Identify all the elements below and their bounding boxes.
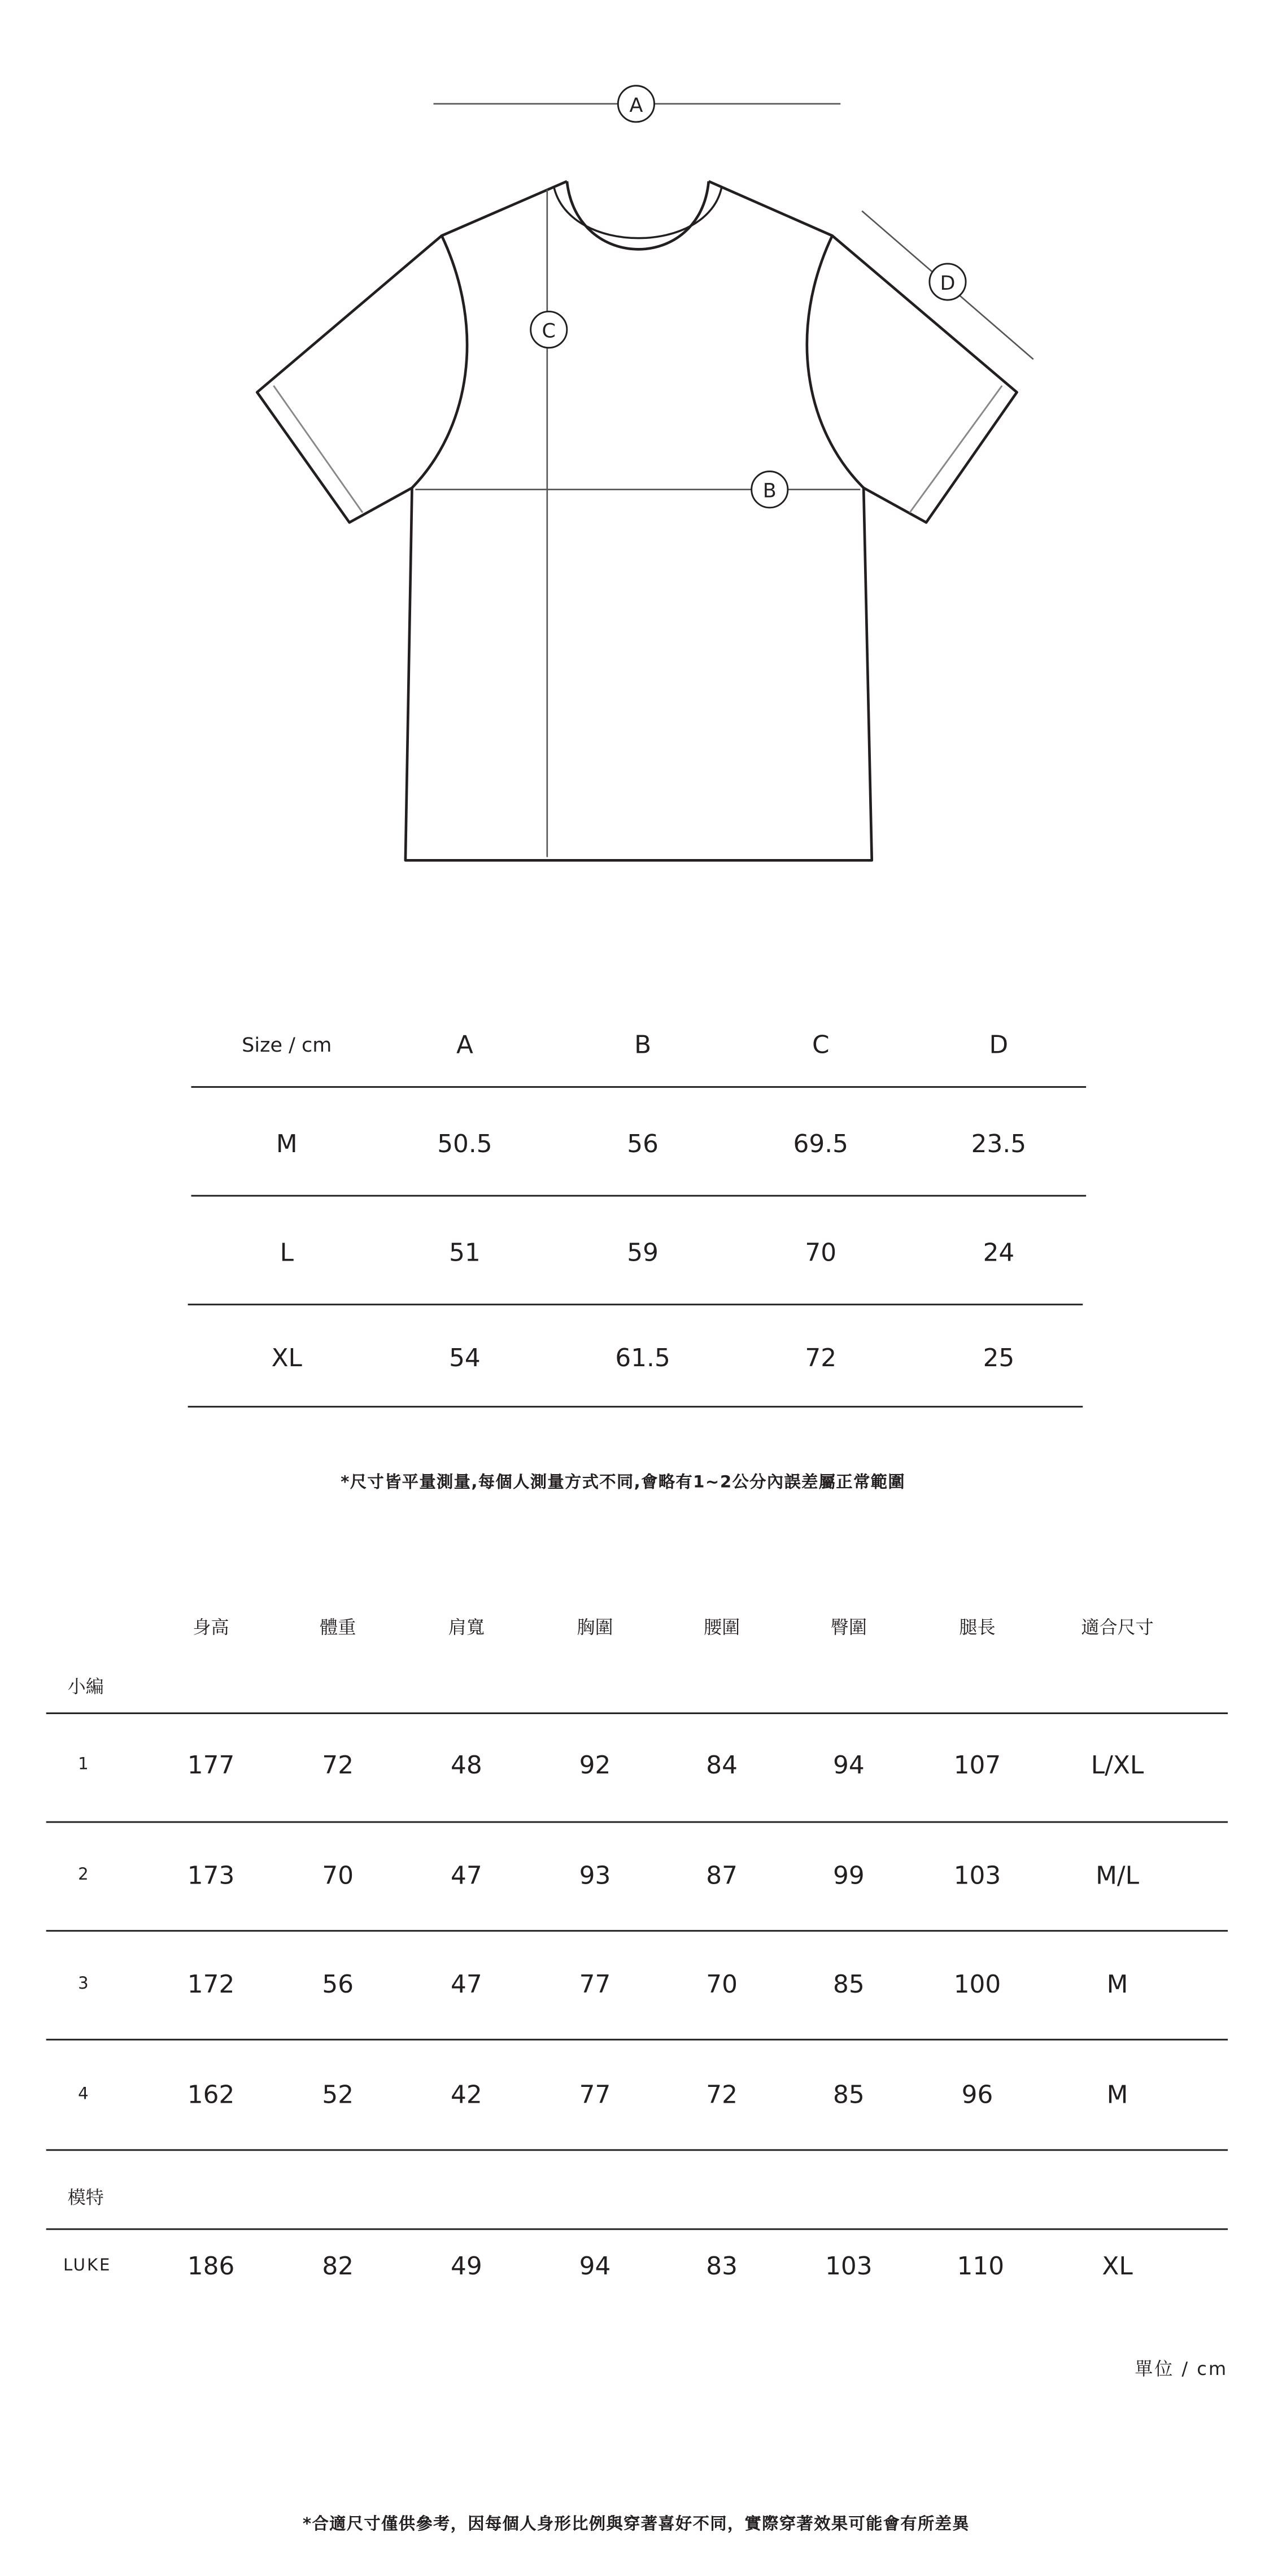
- fit-cell: 162: [187, 2080, 235, 2110]
- divider: [46, 1712, 1228, 1714]
- fit-header-cell: 腿長: [959, 1616, 996, 1638]
- size-cell: 51: [449, 1237, 481, 1268]
- fit-header-cell: 身高: [193, 1616, 229, 1638]
- size-cell: 54: [449, 1343, 481, 1373]
- fit-cell: 42: [450, 2080, 482, 2110]
- fit-cell: M: [1106, 1969, 1128, 1999]
- fit-cell: 47: [450, 1969, 482, 1999]
- fit-cell: 87: [706, 1860, 738, 1891]
- group-label-model: 模特: [67, 2187, 104, 2209]
- size-cell: 72: [805, 1343, 837, 1373]
- size-cell: M: [276, 1128, 298, 1159]
- group-label-staff: 小編: [67, 1676, 104, 1698]
- row-label: 3: [78, 1975, 90, 1994]
- right-cuff-line: [910, 386, 1002, 513]
- fit-cell: M: [1106, 2080, 1128, 2110]
- size-cell: 50.5: [437, 1128, 492, 1159]
- size-cell: 23.5: [971, 1128, 1027, 1159]
- fit-cell: 49: [450, 2251, 482, 2281]
- fit-cell: 52: [322, 2080, 354, 2110]
- fit-cell: 177: [187, 1750, 235, 1780]
- unit-label: 單位 / cm: [1135, 2358, 1228, 2380]
- size-cell: 69.5: [793, 1128, 849, 1159]
- divider: [188, 1304, 1083, 1305]
- row-label: 4: [78, 2085, 90, 2104]
- row-label: 1: [78, 1756, 90, 1775]
- fit-cell: 70: [706, 1969, 738, 1999]
- divider: [191, 1195, 1087, 1197]
- fit-note: *合適尺寸僅供參考，因每個人身形比例與穿著喜好不同，實際穿著效果可能會有所差異: [302, 2516, 970, 2534]
- divider: [46, 2228, 1228, 2230]
- fit-cell: 103: [953, 1860, 1001, 1891]
- fit-cell: 48: [450, 1750, 482, 1780]
- divider: [46, 1821, 1228, 1823]
- size-cell: 70: [805, 1237, 837, 1268]
- fit-cell: 82: [322, 2251, 354, 2281]
- label-b: B: [762, 480, 777, 503]
- size-header-a: A: [456, 1030, 473, 1060]
- divider: [191, 1086, 1087, 1088]
- size-cell: XL: [271, 1343, 302, 1373]
- size-cell: 56: [627, 1128, 659, 1159]
- label-a: A: [629, 94, 643, 117]
- fit-cell: 47: [450, 1860, 482, 1891]
- fit-cell: 93: [579, 1860, 611, 1891]
- fit-cell: 72: [322, 1750, 354, 1780]
- fit-cell: 172: [187, 1969, 235, 1999]
- left-cuff-line: [273, 386, 363, 513]
- size-header-c: C: [812, 1030, 830, 1060]
- label-c: C: [542, 320, 556, 343]
- row-label: LUKE: [63, 2257, 112, 2276]
- divider: [46, 2149, 1228, 2151]
- fit-cell: 85: [833, 2080, 865, 2110]
- fit-cell: L/XL: [1091, 1750, 1144, 1780]
- fit-cell: 103: [825, 2251, 873, 2281]
- fit-cell: 110: [957, 2251, 1005, 2281]
- fit-cell: 186: [187, 2251, 235, 2281]
- collar-inner: [554, 186, 722, 238]
- size-header-label: Size / cm: [242, 1033, 332, 1057]
- divider: [188, 1406, 1083, 1407]
- divider: [46, 1930, 1228, 1932]
- fit-header-cell: 腰圍: [704, 1616, 740, 1638]
- fit-cell: 77: [579, 1969, 611, 1999]
- fit-cell: XL: [1102, 2251, 1133, 2281]
- size-header-b: B: [634, 1030, 652, 1060]
- fit-header-cell: 體重: [320, 1616, 356, 1638]
- size-header-d: D: [989, 1030, 1009, 1060]
- fit-cell: 85: [833, 1969, 865, 1999]
- right-sleeve-seam: [807, 236, 864, 487]
- fit-cell: 84: [706, 1750, 738, 1780]
- fit-cell: 100: [953, 1969, 1001, 1999]
- tshirt-diagram: [0, 0, 1269, 890]
- label-d: D: [940, 272, 956, 295]
- size-cell: 25: [983, 1343, 1015, 1373]
- fit-cell: 72: [706, 2080, 738, 2110]
- size-cell: 61.5: [615, 1343, 670, 1373]
- fit-header-cell: 肩寬: [448, 1616, 485, 1638]
- size-cell: 59: [627, 1237, 659, 1268]
- tshirt-outline: [257, 181, 1017, 860]
- fit-cell: 94: [833, 1750, 865, 1780]
- divider: [46, 2039, 1228, 2041]
- fit-cell: 56: [322, 1969, 354, 1999]
- size-cell: 24: [983, 1237, 1015, 1268]
- fit-cell: 107: [953, 1750, 1001, 1780]
- fit-cell: 99: [833, 1860, 865, 1891]
- fit-cell: 77: [579, 2080, 611, 2110]
- fit-cell: 94: [579, 2251, 611, 2281]
- fit-header-cell: 胸圍: [577, 1616, 613, 1638]
- fit-header-cell: 臀圍: [830, 1616, 867, 1638]
- fit-cell: M/L: [1096, 1860, 1140, 1891]
- fit-cell: 83: [706, 2251, 738, 2281]
- fit-cell: 96: [961, 2080, 993, 2110]
- fit-cell: 173: [187, 1860, 235, 1891]
- row-label: 2: [78, 1866, 90, 1885]
- left-sleeve-seam: [412, 236, 468, 487]
- fit-cell: 70: [322, 1860, 354, 1891]
- fit-cell: 92: [579, 1750, 611, 1780]
- measurement-note: *尺寸皆平量測量,每個人測量方式不同,會略有1~2公分內誤差屬正常範圍: [341, 1474, 906, 1493]
- size-cell: L: [280, 1237, 294, 1268]
- fit-header-cell: 適合尺寸: [1081, 1616, 1154, 1638]
